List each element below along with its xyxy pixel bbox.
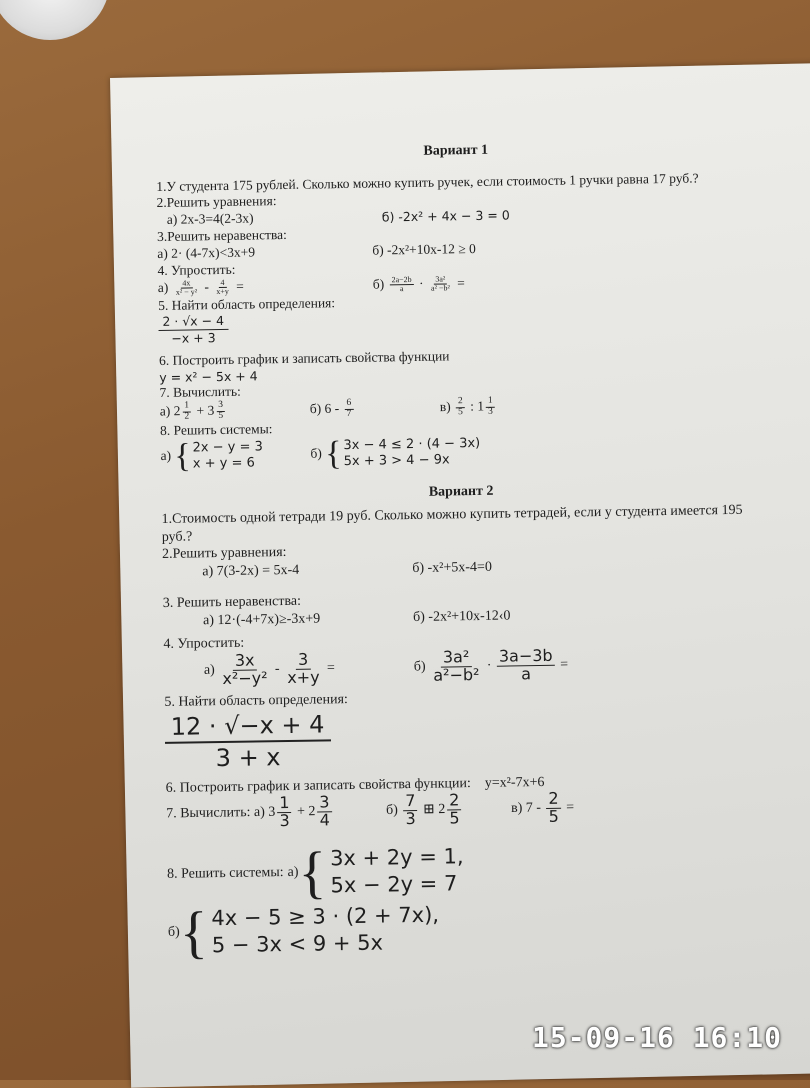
worksheet — [155, 96, 768, 965]
numerator: 1 — [182, 402, 191, 413]
numerator: 3a−3b — [497, 648, 555, 667]
denominator: 5 — [458, 407, 463, 418]
v2-q7-a-label: а) 3 — [253, 805, 276, 821]
v2-q4-a-op: - — [274, 661, 280, 677]
v1-q7-a — [160, 400, 310, 423]
v2-q4-b-op: · — [486, 658, 492, 674]
photo-timestamp: 15-09-16 16:10 — [531, 1021, 782, 1054]
v1-q4-a-eq: = — [236, 278, 244, 294]
v2-q4-a-frac2 — [285, 651, 322, 686]
v2-q4-row — [164, 644, 764, 688]
v2-q7-c — [511, 791, 575, 827]
numerator: 7 — [403, 793, 417, 811]
numerator: 4x — [180, 279, 192, 289]
v1-q7-b — [310, 398, 440, 421]
v2-q1: 1.Стоимость одной тетради 19 руб. Сколько можно купить тетрадей, если у студента имеется 195 руб.? — [161, 503, 743, 545]
numerator: 3a² — [433, 275, 447, 285]
brace-icon: { — [297, 839, 327, 905]
numerator: 3 — [296, 651, 310, 669]
v2-q7-b-label: б) — [385, 803, 399, 819]
numerator: 1 — [277, 795, 291, 813]
brace-icon: { — [324, 434, 342, 473]
denominator: a² −b² — [430, 283, 450, 293]
denominator: 3 — [488, 406, 493, 417]
v2-q8-heading: 8. Решить системы: — [166, 865, 284, 883]
v1-q4-b-frac2 — [429, 275, 452, 293]
v2-q2-heading: 2.Решить уравнения: — [161, 545, 287, 563]
brace-icon: { — [174, 437, 192, 475]
v2-q4-b-label: б) — [413, 659, 426, 675]
system-lines — [343, 436, 480, 471]
v1-q8-heading: 8. Решить системы: — [159, 421, 273, 438]
denominator: a²−b² — [433, 664, 480, 685]
v1-q4-a — [158, 276, 373, 297]
v1-q7-a-mid: + 3 — [196, 402, 215, 418]
v2-q7-heading: 7. Вычислить: — [166, 805, 251, 822]
denominator: 5 — [548, 806, 559, 827]
v1-q4-b-eq: = — [457, 274, 465, 291]
numerator: 1 — [486, 397, 495, 408]
v1-q8-a-system — [174, 438, 263, 473]
v2-q3-heading: 3. Решить неравенства: — [162, 594, 302, 612]
numerator: 6 — [344, 399, 353, 410]
v1-q7-c-frac2 — [486, 397, 495, 418]
denominator: x² − y² — [175, 287, 198, 297]
v1-q2-heading: 2.Решить уравнения: — [156, 193, 277, 211]
v2-q3-a: а) 12·(-4+7x)≥-3x+9 — [202, 611, 321, 629]
v2-q4-b-eq: = — [560, 656, 569, 673]
v2-q3-b: б) -2x²+10x-12‹0 — [412, 608, 511, 625]
numerator: 12 · √−x + 4 — [165, 709, 331, 744]
v1-q3-a: а) 2· (4-7x)<3x+9 — [157, 244, 256, 261]
v2-q4-a-label: а) — [203, 662, 215, 678]
denominator: −x + 3 — [171, 330, 216, 346]
system-line-2: 5x − 2y = 7 — [330, 871, 458, 898]
v1-q8-a-label: а) — [160, 447, 172, 463]
v1-q4-b-frac1 — [389, 276, 413, 294]
v1-q4-b-op: · — [418, 275, 424, 291]
v2-q7-b-frac1 — [403, 793, 418, 828]
system-line-2: x + y = 6 — [192, 455, 255, 472]
v2-q7-c-label: в) 7 - — [510, 800, 542, 817]
v1-q5-heading: 5. Найти область определения: — [158, 294, 336, 313]
v1-q8-a — [160, 437, 311, 473]
v1-q8-b-label: б) — [310, 445, 322, 461]
system-line-2: 5x + 3 > 4 − 9x — [343, 452, 450, 469]
variant-1-title: Вариант 1 — [423, 142, 489, 159]
v2-q8-a-row — [167, 837, 768, 904]
v1-q7-b-label: б) 6 - — [309, 400, 340, 417]
v1-q2-a: а) 2x-3=4(2-3x) — [166, 210, 254, 228]
system-line-1: 4x − 5 ≥ 3 · (2 + 7x), — [211, 902, 440, 930]
denominator: 5 — [449, 808, 460, 828]
v2-q8-b-row — [167, 895, 769, 965]
v2-q5-expression — [165, 709, 332, 774]
v1-q7-a-frac1 — [182, 402, 191, 423]
denominator: 3 + x — [215, 743, 281, 773]
system-lines — [330, 843, 464, 900]
v2-q7-b — [386, 792, 512, 829]
v1-q2-b: б) -2x² + 4x − 3 = 0 — [381, 207, 510, 225]
v1-q7-a-label: а) 2 — [159, 403, 181, 419]
variant-2 — [161, 478, 768, 965]
v2-q4-b-frac2 — [497, 645, 555, 683]
denominator: x²−y² — [222, 667, 268, 688]
v1-q7-heading: 7. Вычислить: — [159, 383, 241, 401]
numerator: 4 — [218, 279, 226, 289]
v1-q7-c-mid: : 1 — [470, 398, 485, 414]
brace-icon: { — [179, 899, 209, 965]
numerator: 3x — [233, 652, 257, 670]
numerator: 2 — [546, 791, 560, 809]
v2-q4-b-frac1 — [431, 646, 482, 685]
v2-q4-heading: 4. Упростить: — [163, 636, 245, 653]
v1-q4-heading: 4. Упростить: — [157, 261, 236, 278]
v1-q6-function: y = x² − 5x + 4 — [159, 367, 258, 385]
v2-q4-a-frac1 — [220, 652, 270, 687]
denominator: x+y — [216, 287, 229, 297]
numerator: 2 · √x − 4 — [158, 313, 228, 331]
variant-2-title: Вариант 2 — [428, 483, 494, 500]
v2-q7-a — [166, 794, 387, 832]
v2-q8-a-label: а) — [287, 865, 299, 881]
numerator: 2 — [456, 397, 465, 408]
system-line-1: 3x + 2y = 1, — [329, 843, 464, 871]
denominator: 2 — [184, 411, 190, 422]
v2-q5-heading: 5. Найти область определения: — [164, 692, 348, 711]
v2-q2-b: б) -x²+5x-4=0 — [412, 559, 493, 576]
denominator: a — [399, 284, 404, 294]
denominator: a — [520, 663, 532, 683]
v2-q7-a-mid: + 2 — [296, 804, 316, 820]
v1-q4-a-frac1 — [174, 279, 200, 297]
denominator: x+y — [287, 667, 320, 687]
denominator: 4 — [319, 810, 330, 830]
v2-q8-a-system — [297, 839, 464, 905]
v2-q7-a-frac2 — [317, 792, 332, 830]
v1-q8-b — [310, 435, 480, 472]
v2-q7-a-frac1 — [277, 795, 292, 830]
variant-1 — [156, 138, 761, 474]
system-lines — [211, 901, 439, 959]
v2-q8-b-system — [179, 899, 440, 965]
v1-q4-a-op: - — [204, 278, 210, 294]
v2-q4-b — [414, 644, 765, 684]
v1-q7-b-frac — [344, 399, 353, 420]
system-line-1: 2x − y = 3 — [192, 438, 263, 456]
v2-q7-b-frac2 — [447, 790, 462, 828]
denominator: 5 — [218, 410, 224, 422]
numerator: 3 — [216, 401, 225, 412]
system-lines — [192, 439, 263, 473]
v2-q7-c-frac — [546, 791, 561, 826]
v1-q1: 1.У студента 175 рублей. Сколько можно купить ручек, если стоимость 1 ручки равна 17 руб.? — [156, 169, 699, 194]
system-line-1: 3x − 4 ≤ 2 · (4 − 3x) — [343, 435, 481, 453]
numerator: 2a−2b — [389, 276, 413, 286]
v2-q4-a-eq: = — [326, 660, 335, 676]
v2-q8-b-label: б) — [167, 925, 180, 941]
v1-q3-b: б) -2x²+10x-12 ≥ 0 — [372, 240, 476, 258]
v1-q4-a-frac2 — [214, 279, 231, 297]
system-line-2: 5 − 3x < 9 + 5x — [211, 930, 384, 958]
v2-q6-heading: 6. Построить график и записать свойства функции: — [165, 776, 471, 796]
v1-q8-b-system — [325, 435, 481, 471]
v1-q7-a-frac2 — [216, 401, 225, 422]
v1-q7-c-label: в) — [439, 399, 451, 415]
v1-q6-heading: 6. Построить график и записать свойства функции — [158, 348, 450, 368]
v2-q7-c-eq: = — [566, 800, 575, 816]
v1-q4-b-label: б) — [372, 276, 385, 292]
v1-q5-expression — [158, 313, 228, 346]
denominator: 3 — [405, 809, 416, 829]
white-cup — [0, 0, 110, 40]
numerator: 2 — [447, 793, 461, 811]
numerator: 3a² — [441, 649, 472, 667]
denominator: 7 — [346, 408, 352, 420]
v2-q4-a — [164, 650, 415, 689]
numerator: 3 — [317, 795, 331, 813]
v1-q7-c-frac1 — [456, 397, 465, 418]
v2-q7-b-mid: ⊞ 2 — [422, 802, 446, 818]
v1-q3-heading: 3.Решить неравенства: — [156, 227, 287, 245]
v1-q7-c — [440, 397, 497, 419]
v1-q4-a-label: а) — [157, 279, 169, 295]
v2-q2-a: а) 7(3-2x) = 5x-4 — [202, 562, 300, 580]
v2-q6-function: y=x²-7x+6 — [484, 774, 545, 791]
denominator: 3 — [279, 811, 290, 831]
